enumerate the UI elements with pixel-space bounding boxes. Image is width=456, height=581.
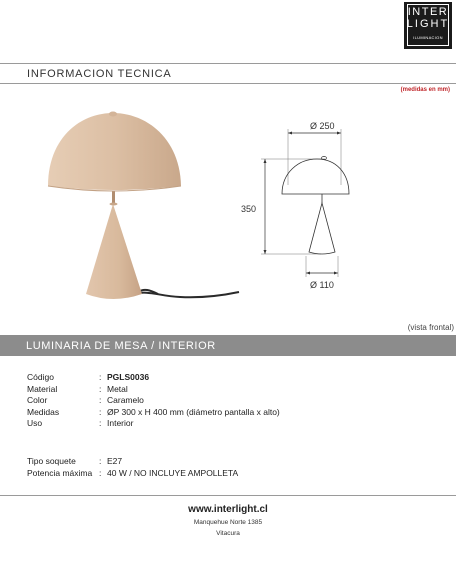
- width-dimension-label: Ø 250: [310, 121, 335, 131]
- footer-rule: [0, 495, 456, 496]
- spec-label: Medidas: [27, 406, 60, 417]
- section-title: INFORMACION TECNICA: [27, 68, 172, 80]
- height-dimension-label: 350: [241, 204, 257, 214]
- category-title: LUMINARIA DE MESA / INTERIOR: [26, 340, 216, 352]
- footer-address: Manquehue Norte 1385: [193, 519, 263, 526]
- top-rule: [0, 63, 456, 64]
- spec-table: [27, 372, 280, 430]
- spec-row-color: Color : Caramelo: [27, 395, 144, 405]
- spec-label: Color: [27, 395, 48, 405]
- spec-row-use: Uso : Interior: [27, 418, 134, 428]
- spec-label: Material: [27, 383, 58, 394]
- spec-label: Código: [27, 372, 54, 382]
- spec-value: ØP 300 x H 400 mm (diámetro pantalla x alto): [107, 406, 280, 417]
- spec-value: PGLS0036: [107, 372, 150, 382]
- spec-value: 40 W / NO INCLUYE AMPOLLETA: [107, 467, 239, 478]
- base-dimension-label: Ø 110: [310, 280, 334, 290]
- spec-label: Tipo soquete: [27, 456, 76, 466]
- view-label: (vista frontal): [407, 323, 454, 332]
- spec-row-dimensions: Medidas : ØP 300 x H 400 mm (diámetro pantalla x alto): [27, 406, 280, 417]
- spec-table-electrical: [27, 456, 238, 479]
- logo-frame: [407, 4, 449, 46]
- dimension-drawing: [235, 115, 355, 285]
- spec-label: Potencia máxima: [27, 467, 93, 478]
- spec-value: E27: [107, 456, 123, 466]
- logo-line-3: ILUMINACION: [413, 35, 443, 40]
- spec-value: Metal: [107, 383, 128, 394]
- footer-city: Vitacura: [216, 530, 240, 537]
- spec-row-power: Potencia máxima : 40 W / NO INCLUYE AMPOLLETA: [27, 467, 239, 478]
- lamp-photo: [40, 108, 245, 308]
- spec-value: Interior: [107, 418, 134, 428]
- spec-row-code: Código : PGLS0036: [27, 372, 150, 382]
- website-link[interactable]: www.interlight.cl: [188, 504, 268, 515]
- spec-label: Uso: [27, 418, 43, 428]
- spec-value: Caramelo: [107, 395, 144, 405]
- spec-row-socket: Tipo soquete : E27: [27, 456, 123, 466]
- title-rule: [0, 83, 456, 84]
- units-note: (medidas en mm): [400, 87, 450, 93]
- spec-row-material: Material : Metal: [27, 383, 128, 394]
- logo-line-2: LIGHT: [406, 18, 450, 30]
- logo-line-1: INTER: [407, 6, 449, 18]
- interlight-logo: [404, 2, 452, 49]
